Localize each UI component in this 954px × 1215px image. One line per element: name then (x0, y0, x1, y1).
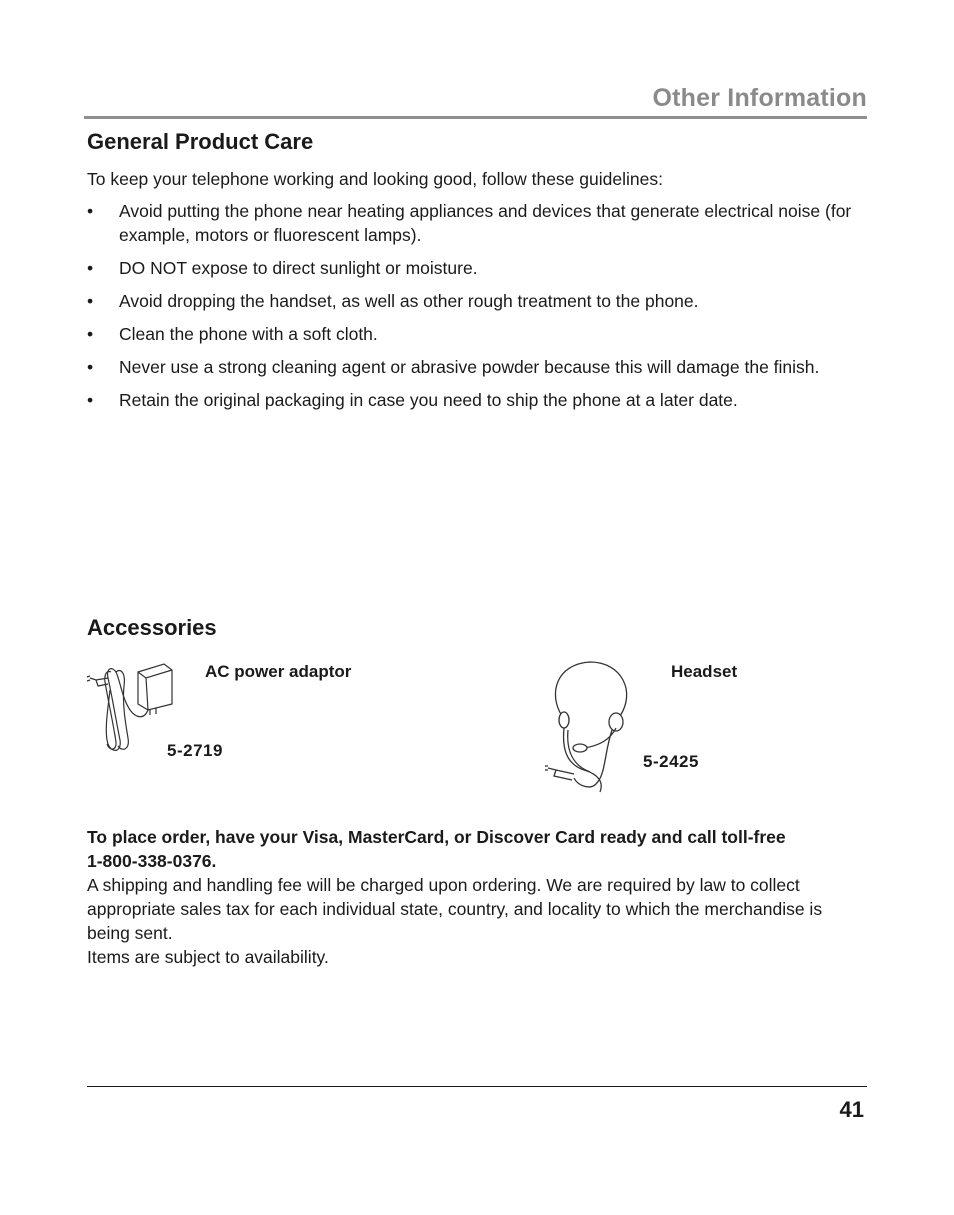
list-item-text: DO NOT expose to direct sunlight or moisture. (119, 258, 478, 278)
bullet-icon: • (87, 357, 94, 377)
order-instructions (87, 825, 867, 873)
accessory-label-headset: Headset (671, 662, 738, 681)
headset-icon (544, 658, 640, 798)
accessory-label-adaptor: AC power adaptor (205, 662, 352, 681)
list-item-text: Retain the original packaging in case you need to ship the phone at a later date. (119, 390, 738, 410)
list-item (87, 256, 867, 280)
order-line: To place order, have your Visa, MasterCard, or Discover Card ready and call toll-free (87, 827, 786, 847)
header-divider (84, 116, 867, 119)
list-item-text: Avoid dropping the handset, as well as other rough treatment to the phone. (119, 291, 699, 311)
list-item (87, 388, 867, 412)
shipping-fee-text: A shipping and handling fee will be charged upon ordering. We are required by law to collect appropriate sales tax for each individual state, country, and locality to which the merchandise is being sent. (87, 875, 823, 943)
list-item (87, 199, 867, 247)
availability-text: Items are subject to availability. (87, 947, 329, 967)
section-title: Other Information (652, 84, 867, 112)
list-item-text: Clean the phone with a soft cloth. (119, 324, 378, 344)
list-item (87, 322, 867, 346)
footer-divider (87, 1086, 867, 1087)
accessories-heading: Accessories (87, 615, 217, 640)
list-item-text: Avoid putting the phone near heating appliances and devices that generate electrical noise (for example, motors or fluorescent lamps). (119, 201, 852, 245)
list-item (87, 355, 867, 379)
bullet-icon: • (87, 390, 94, 410)
list-item-text: Never use a strong cleaning agent or abrasive powder because this will damage the finish. (119, 357, 820, 377)
bullet-icon: • (87, 258, 94, 278)
bullet-icon: • (87, 291, 94, 311)
ac-adaptor-icon (86, 660, 178, 756)
bullet-icon: • (87, 201, 94, 221)
care-list (87, 199, 867, 421)
list-item (87, 289, 867, 313)
care-heading: General Product Care (87, 129, 314, 154)
accessory-code-adaptor: 5-2719 (167, 741, 223, 760)
bullet-icon: • (87, 324, 94, 344)
order-phone[interactable]: 1-800-338-0376. (87, 851, 217, 871)
order-details (87, 873, 867, 969)
accessory-code-headset: 5-2425 (643, 752, 699, 771)
page-number: 41 (839, 1097, 864, 1122)
care-intro: To keep your telephone working and looking good, follow these guidelines: (87, 169, 663, 189)
